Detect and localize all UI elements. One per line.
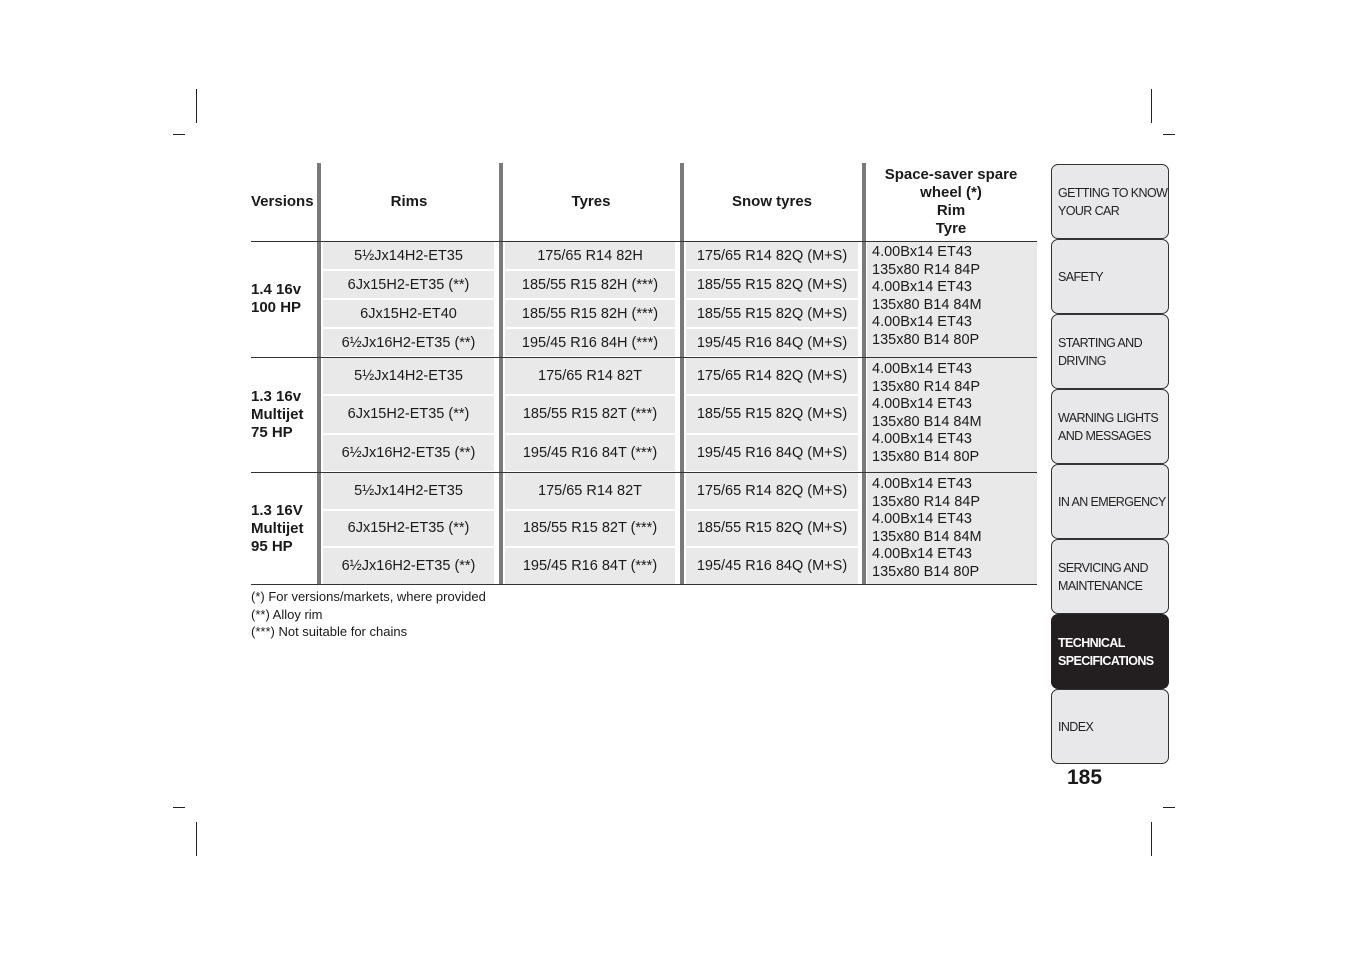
footnote: (**) Alloy rim [251, 606, 323, 622]
rim-cell: 5½Jx14H2-ET35 [323, 242, 494, 271]
rim-cell: 5½Jx14H2-ET35 [323, 358, 494, 396]
tab-label: TECHNICAL SPECIFICATIONS [1058, 635, 1154, 668]
footnote: (***) Not suitable for chains [251, 624, 408, 639]
rim-cell: 5½Jx14H2-ET35 [323, 473, 494, 511]
snow-tyre-cell: 195/45 R16 84Q (M+S) [686, 548, 858, 586]
crop-mark [1163, 807, 1175, 808]
tyre-cell: 195/45 R16 84T (***) [505, 435, 675, 473]
crop-mark [1151, 822, 1152, 856]
tab-label: STARTING AND DRIVING [1058, 335, 1143, 368]
crop-mark [1163, 134, 1175, 135]
tab-technical-specifications[interactable] [1051, 614, 1169, 689]
tyre-cell: 175/65 R14 82H [505, 242, 675, 271]
tab-label: SERVICING AND MAINTENANCE [1058, 560, 1148, 593]
rim-cell: 6Jx15H2-ET35 (**) [323, 511, 494, 549]
tyre-cell: 185/55 R15 82H (***) [505, 271, 675, 300]
tab-starting-and-driving[interactable] [1051, 314, 1169, 389]
tab-getting-to-know-your-car[interactable] [1051, 164, 1169, 239]
tyre-cell: 185/55 R15 82T (***) [505, 396, 675, 434]
tab-label: SAFETY [1058, 269, 1104, 284]
snow-tyre-cell: 185/55 R15 82Q (M+S) [686, 300, 858, 329]
crop-mark [173, 134, 185, 135]
column-divider [862, 163, 866, 584]
crop-mark [196, 822, 197, 856]
footnote: (*) For versions/markets, where provided [251, 589, 486, 604]
column-divider [499, 163, 503, 584]
version-label: 1.3 16v Multijet 75 HP [251, 387, 304, 441]
rim-cell: 6Jx15H2-ET35 (**) [323, 396, 494, 434]
table-bottom-rule [251, 584, 1037, 585]
snow-tyre-cell: 175/65 R14 82Q (M+S) [686, 473, 858, 511]
tyre-cell: 195/45 R16 84T (***) [505, 548, 675, 586]
tab-label: IN AN EMERGENCY [1058, 494, 1166, 509]
column-divider [680, 163, 684, 584]
snow-tyre-cell: 195/45 R16 84Q (M+S) [686, 435, 858, 473]
spare-wheel-cell: 4.00Bx14 ET43 135x80 R14 84P 4.00Bx14 ET43 135x80 B14 84M 4.00Bx14 ET43 135x80 B14 80P [867, 242, 1037, 357]
tab-label: INDEX [1058, 719, 1094, 734]
version-label: 1.4 16v 100 HP [251, 281, 302, 316]
crop-mark [1151, 89, 1152, 123]
snow-tyre-cell: 175/65 R14 82Q (M+S) [686, 358, 858, 396]
tab-warning-lights[interactable] [1051, 389, 1169, 464]
rim-cell: 6½Jx16H2-ET35 (**) [323, 435, 494, 473]
tyre-cell: 185/55 R15 82H (***) [505, 300, 675, 329]
rim-cell: 6½Jx16H2-ET35 (**) [323, 548, 494, 586]
snow-tyre-cell: 185/55 R15 82Q (M+S) [686, 396, 858, 434]
footnotes [251, 588, 486, 641]
version-label: 1.3 16V Multijet 95 HP [251, 501, 304, 555]
tab-label: WARNING LIGHTS AND MESSAGES [1058, 410, 1159, 443]
page-number: 185 [1067, 766, 1103, 789]
crop-mark [173, 807, 185, 808]
snow-tyre-cell: 185/55 R15 82Q (M+S) [686, 271, 858, 300]
snow-tyre-cell: 175/65 R14 82Q (M+S) [686, 242, 858, 271]
header-tyres: Tyres [571, 193, 611, 210]
snow-tyre-cell: 185/55 R15 82Q (M+S) [686, 511, 858, 549]
tab-label: GETTING TO KNOW YOUR CAR [1058, 185, 1168, 218]
column-divider [317, 163, 321, 584]
snow-tyre-cell: 195/45 R16 84Q (M+S) [686, 329, 858, 358]
spare-wheel-cell: 4.00Bx14 ET43 135x80 R14 84P 4.00Bx14 ET43 135x80 B14 84M 4.00Bx14 ET43 135x80 B14 80P [867, 358, 1037, 472]
tab-servicing-and-maintenance[interactable] [1051, 539, 1169, 614]
rim-cell: 6½Jx16H2-ET35 (**) [323, 329, 494, 358]
header-snow-tyres: Snow tyres [731, 193, 813, 210]
tyre-cell: 175/65 R14 82T [505, 473, 675, 511]
crop-mark [196, 89, 197, 123]
rim-cell: 6Jx15H2-ET40 [323, 300, 494, 329]
spare-wheel-cell: 4.00Bx14 ET43 135x80 R14 84P 4.00Bx14 ET43 135x80 B14 84M 4.00Bx14 ET43 135x80 B14 80P [867, 473, 1037, 585]
tab-index[interactable] [1051, 689, 1169, 764]
tyre-cell: 185/55 R15 82T (***) [505, 511, 675, 549]
tab-safety[interactable] [1051, 239, 1169, 314]
tyre-cell: 175/65 R14 82T [505, 358, 675, 396]
tab-in-an-emergency[interactable] [1051, 464, 1169, 539]
rim-cell: 6Jx15H2-ET35 (**) [323, 271, 494, 300]
header-spare-wheel: Space-saver spare wheel (*) Rim Tyre [884, 166, 1018, 237]
header-rims: Rims [390, 193, 428, 210]
header-versions: Versions [251, 193, 314, 210]
tyre-cell: 195/45 R16 84H (***) [505, 329, 675, 358]
